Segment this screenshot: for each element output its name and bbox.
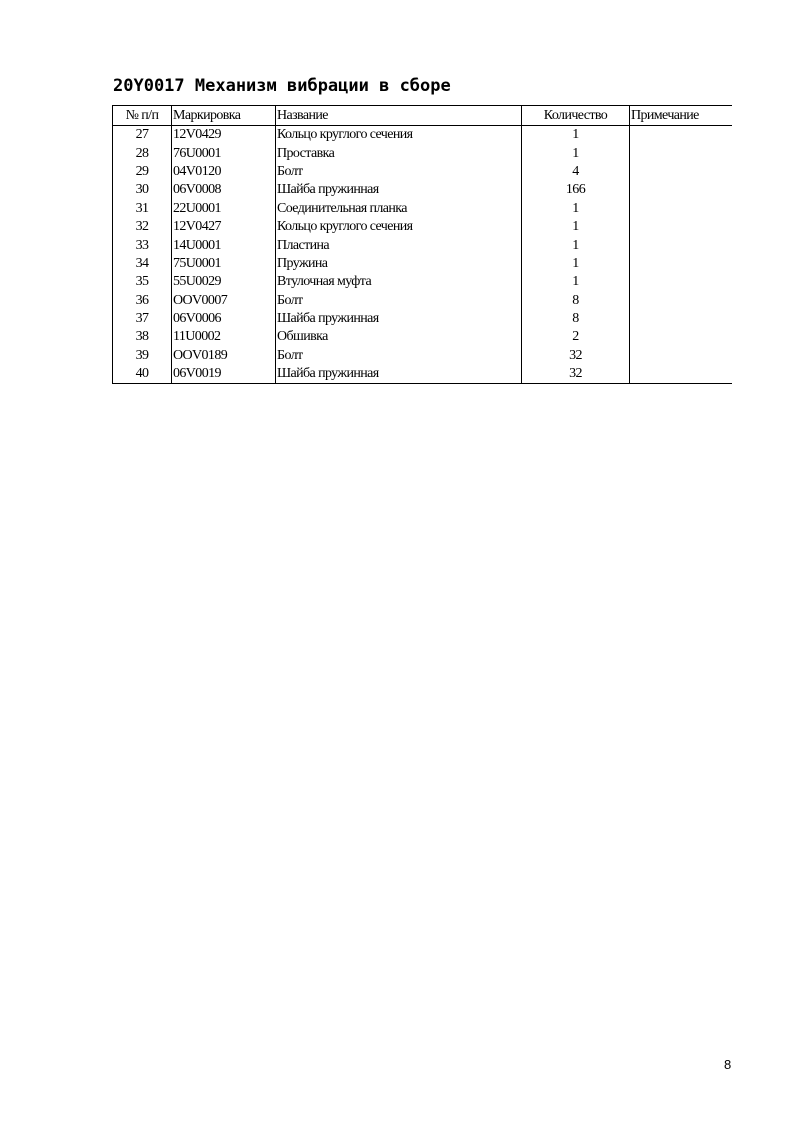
parts-table: [112, 105, 732, 384]
cell-marking: 76U0001: [172, 144, 276, 162]
cell-note: [630, 365, 733, 384]
cell-number: 34: [113, 255, 172, 273]
cell-name: Пластина: [276, 236, 522, 254]
table-row: [113, 292, 733, 310]
cell-name: Кольцо круглого сечения: [276, 218, 522, 236]
cell-marking: 14U0001: [172, 236, 276, 254]
cell-quantity: 166: [522, 181, 630, 199]
cell-note: [630, 144, 733, 162]
cell-name: Болт: [276, 292, 522, 310]
cell-quantity: 32: [522, 347, 630, 365]
cell-name: Кольцо круглого сечения: [276, 126, 522, 145]
cell-number: 35: [113, 273, 172, 291]
cell-marking: 11U0002: [172, 328, 276, 346]
cell-marking: 22U0001: [172, 200, 276, 218]
table-row: [113, 255, 733, 273]
cell-number: 32: [113, 218, 172, 236]
cell-quantity: 2: [522, 328, 630, 346]
cell-name: Пружина: [276, 255, 522, 273]
cell-number: 40: [113, 365, 172, 384]
cell-marking: 12V0429: [172, 126, 276, 145]
cell-note: [630, 126, 733, 145]
cell-number: 36: [113, 292, 172, 310]
cell-note: [630, 200, 733, 218]
page-number: 8: [724, 1057, 732, 1072]
cell-number: 37: [113, 310, 172, 328]
header-marking: Маркировка: [172, 106, 276, 126]
table-row: [113, 181, 733, 199]
cell-name: Шайба пружинная: [276, 310, 522, 328]
cell-name: Проставка: [276, 144, 522, 162]
table-row: [113, 144, 733, 162]
cell-number: 30: [113, 181, 172, 199]
cell-number: 27: [113, 126, 172, 145]
cell-name: Соединительная планка: [276, 200, 522, 218]
table-row: [113, 310, 733, 328]
cell-number: 28: [113, 144, 172, 162]
table-row: [113, 273, 733, 291]
cell-note: [630, 181, 733, 199]
cell-name: Обшивка: [276, 328, 522, 346]
cell-note: [630, 163, 733, 181]
cell-number: 33: [113, 236, 172, 254]
table-row: [113, 218, 733, 236]
cell-note: [630, 255, 733, 273]
cell-marking: OOV0007: [172, 292, 276, 310]
table-body: [113, 126, 733, 384]
cell-note: [630, 292, 733, 310]
cell-marking: 12V0427: [172, 218, 276, 236]
cell-note: [630, 273, 733, 291]
cell-quantity: 8: [522, 292, 630, 310]
header-name: Название: [276, 106, 522, 126]
table-header-row: [113, 106, 733, 126]
table-row: [113, 126, 733, 145]
header-number: № п/п: [113, 106, 172, 126]
table-row: [113, 163, 733, 181]
cell-marking: 75U0001: [172, 255, 276, 273]
cell-quantity: 1: [522, 126, 630, 145]
cell-quantity: 8: [522, 310, 630, 328]
cell-number: 39: [113, 347, 172, 365]
cell-quantity: 1: [522, 218, 630, 236]
cell-marking: 06V0019: [172, 365, 276, 384]
header-quantity: Количество: [522, 106, 630, 126]
cell-note: [630, 328, 733, 346]
cell-marking: 06V0008: [172, 181, 276, 199]
cell-quantity: 1: [522, 144, 630, 162]
cell-quantity: 1: [522, 236, 630, 254]
cell-quantity: 1: [522, 273, 630, 291]
cell-number: 38: [113, 328, 172, 346]
cell-number: 29: [113, 163, 172, 181]
cell-name: Болт: [276, 163, 522, 181]
document-title: 20Y0017 Механизм вибрации в сборе: [113, 76, 451, 96]
table-row: [113, 236, 733, 254]
table-row: [113, 200, 733, 218]
table-row: [113, 347, 733, 365]
cell-marking: 55U0029: [172, 273, 276, 291]
header-note: Примечание: [630, 106, 733, 126]
cell-note: [630, 236, 733, 254]
cell-number: 31: [113, 200, 172, 218]
cell-name: Втулочная муфта: [276, 273, 522, 291]
cell-note: [630, 347, 733, 365]
cell-note: [630, 310, 733, 328]
cell-name: Болт: [276, 347, 522, 365]
cell-marking: 06V0006: [172, 310, 276, 328]
table-row: [113, 328, 733, 346]
cell-name: Шайба пружинная: [276, 181, 522, 199]
cell-marking: 04V0120: [172, 163, 276, 181]
cell-quantity: 1: [522, 200, 630, 218]
cell-marking: OOV0189: [172, 347, 276, 365]
cell-note: [630, 218, 733, 236]
cell-name: Шайба пружинная: [276, 365, 522, 384]
cell-quantity: 1: [522, 255, 630, 273]
table-row: [113, 365, 733, 384]
cell-quantity: 32: [522, 365, 630, 384]
cell-quantity: 4: [522, 163, 630, 181]
